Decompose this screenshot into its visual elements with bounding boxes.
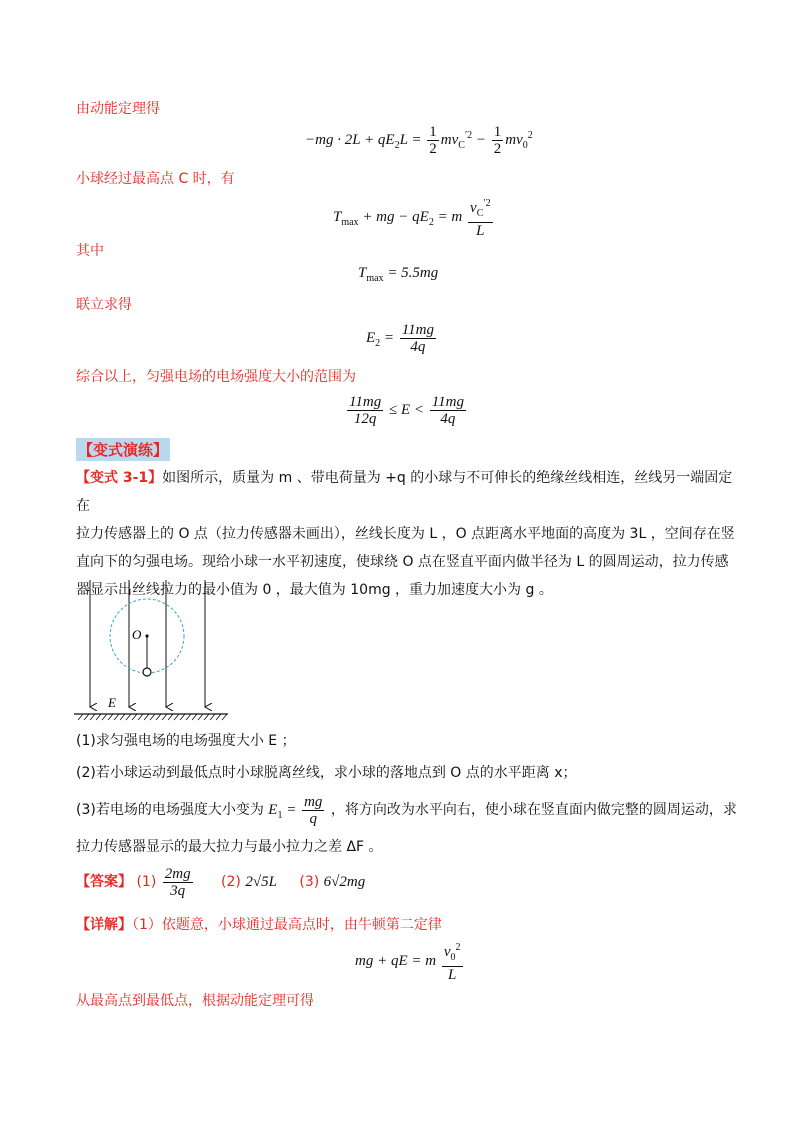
formula-top-point: $T_{max}$ + mg − $qE_2 = m$ $\frac{v_C^{'2}}{L}$: [333, 198, 491, 239]
explanation-tag: 【详解】: [76, 917, 132, 933]
question-3: (3)若电场的电场强度大小变为 $E_1$ = $\frac{mg}{q}$ ，将方向改为水平向右，使小球在竖直面内做完整的圆周运动，求: [76, 794, 737, 827]
formula-range: $\frac{11mg}{12q}$ ≤ E < $\frac{11mg}{4q}$: [349, 394, 464, 427]
formula-e2: $E_2$ = $\frac{11mg}{4q}$: [366, 322, 435, 355]
problem-line-3: 直向下的匀强电场。现给小球一水平初速度，使球绕 O 点在竖直平面内做半径为 L 的圆周运动，拉力传感: [76, 554, 729, 570]
ground-hatch: [78, 714, 227, 720]
formula-part: T: [333, 208, 342, 225]
question-2: (2)若小球运动到最低点时小球脱离丝线，求小球的落地点到 O 点的水平距离 x；: [76, 765, 577, 781]
field-figure: [72, 572, 232, 722]
label-o: O: [132, 627, 142, 642]
problem-line-1: 如图所示，质量为 m 、带电荷量为 +q 的小球与不可伸长的绝缘丝线相连，丝线另一端固定在: [76, 470, 733, 514]
section-heading: 【变式演练】: [76, 438, 170, 461]
answer-line: 【答案】 (1) $\frac{2mg}{3q}$ (2) 2√5L (3) 6√2mg: [76, 866, 366, 899]
explanation-line-1: [76, 914, 442, 934]
answer-3-value: 6√2mg: [323, 873, 366, 890]
formula-energy-1: $-mg \cdot 2L + qE_2L$ = $\frac{1}{2}$ $mv_C^{'2}$ − $\frac{1}{2}$ $mv_0^2$: [305, 124, 533, 157]
text-line-2: 小球经过最高点 C 时，有: [76, 171, 235, 187]
formula-tmax: $T_{max} = 5.5mg$: [358, 265, 439, 284]
text-line-1: 由动能定理得: [76, 101, 160, 117]
explanation-text: （1）依题意，小球通过最高点时，由牛顿第二定律: [132, 917, 442, 933]
formula-part: ≤ E <: [388, 401, 425, 418]
pivot-point: [145, 634, 148, 637]
question-3-part-a: (3)若电场的电场强度大小变为: [76, 801, 264, 818]
answer-tag: 【答案】: [76, 873, 132, 890]
problem-line-2: 拉力传感器上的 O 点（拉力传感器未画出），丝线长度为 L ，O 点距离水平地面的高度为 3L ，空间存在竖: [76, 526, 735, 542]
formula-part: L =: [399, 131, 422, 148]
formula-part: −mg · 2L + qE: [305, 131, 395, 148]
text-line-3: 其中: [76, 243, 104, 259]
answer-2-value: 2√5L: [245, 873, 277, 890]
formula-part: = 5.5mg: [387, 265, 439, 281]
text-line-4: 联立求得: [76, 297, 132, 313]
formula-part: E: [366, 329, 376, 346]
question-1: (1)求匀强电场的电场强度大小 E ；: [76, 733, 296, 749]
answer-1-label: (1): [136, 873, 157, 890]
text-line-5: 综合以上，匀强电场的电场强度大小的范围为: [76, 369, 356, 385]
formula-newton: mg + qE = m $\frac{v_0^2}{L}$: [355, 942, 461, 983]
explanation-line-2: 从最高点到最低点，根据动能定理可得: [76, 993, 314, 1009]
answer-3-label: (3): [299, 873, 320, 890]
problem-tag: 【变式 3-1】: [76, 470, 163, 486]
label-e: E: [108, 695, 116, 710]
problem-line-4: 器显示出丝线拉力的最小值为 0 ，最大值为 10mg ，重力加速度大小为 g 。: [76, 582, 553, 598]
answer-2-label: (2): [221, 873, 241, 890]
question-3-part-b: ，将方向改为水平向右，使小球在竖直面内做完整的圆周运动，求: [330, 801, 737, 818]
ball: [143, 668, 151, 676]
question-3-continued: 拉力传感器显示的最大拉力与最小拉力之差 ΔF 。: [76, 839, 383, 855]
